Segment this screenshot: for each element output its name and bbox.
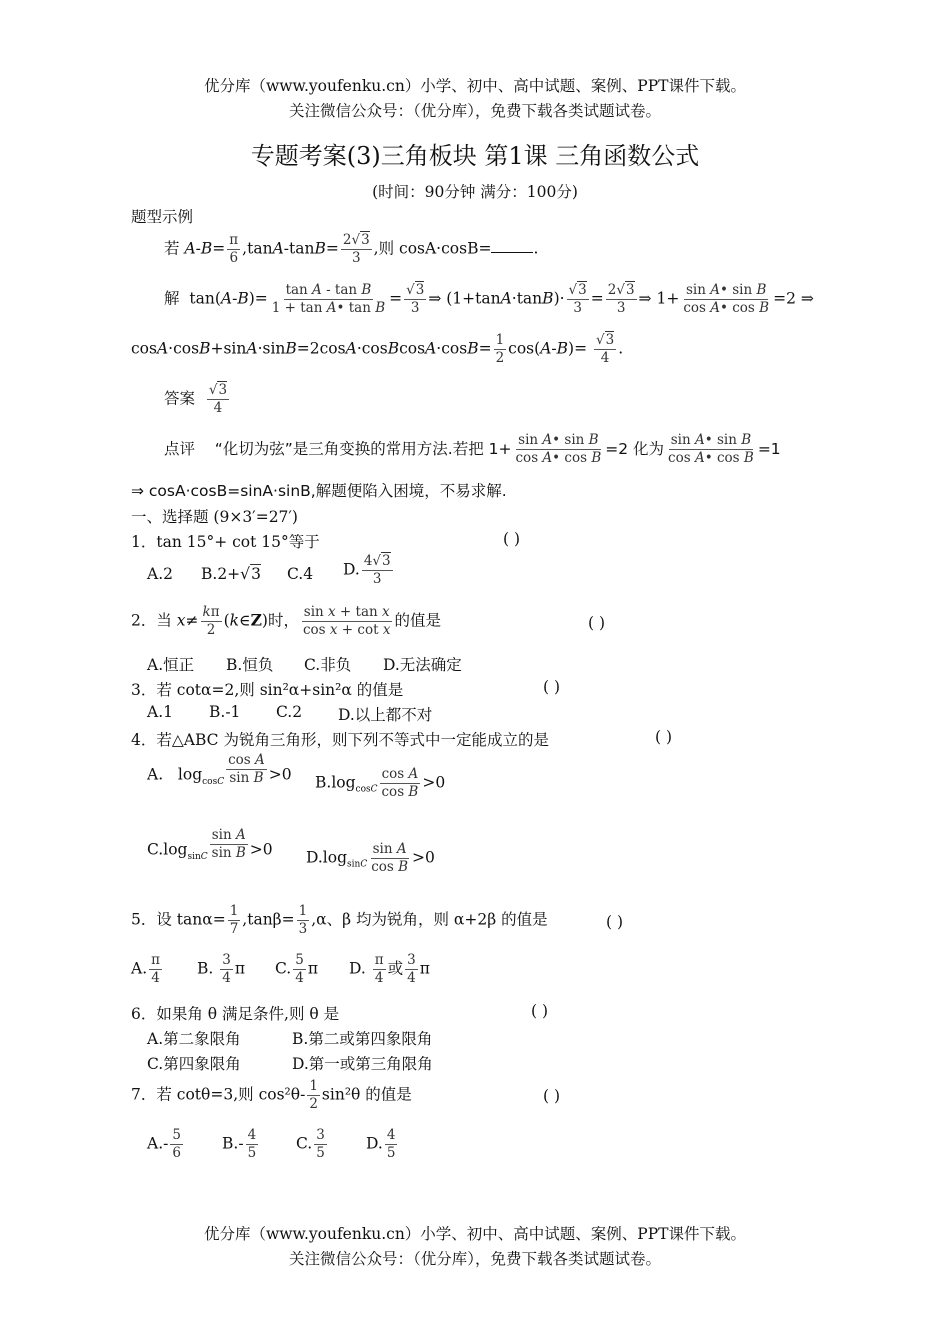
example-comment-line-2: ⇒ cosA·cosB=sinA·sinB,解题便陷入困境，不易求解. xyxy=(131,482,507,500)
footer-line-1: 优分库（www.youfenku.cn）小学、初中、高中试题、案例、PPT课件下载。 xyxy=(203,1225,747,1243)
q5-option-b: B. $\frac{3}{4}$ π xyxy=(197,952,246,986)
footer-line-2: 关注微信公众号：（优分库），免费下载各类试题试卷。 xyxy=(288,1250,661,1268)
q2-option-a: A.恒正 xyxy=(147,656,195,674)
q6-option-b: B.第二或第四象限角 xyxy=(292,1030,433,1048)
q6-answer-paren: ( ) xyxy=(531,1002,549,1020)
example-heading: 题型示例 xyxy=(131,208,194,226)
example-solution-line-2: cosA·cosB+sinA·sinB=2cosA·cosBcosA·cosB= $\frac{1}{2}$ cos(A-B)= $\frac{√3}{4}$ . xyxy=(131,332,624,366)
q6-option-c: C.第四象限角 xyxy=(147,1055,241,1073)
q6-option-a: A.第二象限角 xyxy=(147,1030,241,1048)
q1-option-d: D. $\frac{4√3}{3}$ xyxy=(343,553,391,587)
example-comment: 点评 “化切为弦”是三角变换的常用方法.若把 1+ $\frac{\text{sin A• sin B}}{\text{cos A• cos B}}$ =2 化为 $\frac{\text{sin A• sin B}}{\text{cos A• cos B}}$ =1 xyxy=(164,432,781,466)
q5-stem: 5．设 tanα= $\frac{1}{7}$ ,tanβ= $\frac{1}{3}$ ,α、β 均为锐角，则 α+2β 的值是 xyxy=(131,903,548,937)
example-answer: 答案 $\frac{√3}{4}$ xyxy=(164,382,228,416)
q7-answer-paren: ( ) xyxy=(543,1087,561,1105)
q1-option-a: A.2 xyxy=(147,565,173,583)
example-solution-line-1: 解 tan(A-B)= $\frac{\text{tan A - tan B}}{\text{1 + tan A• tan B}}$ = $\frac{√3}{3}$ ⇒ (1+tanA·tanB)· $\frac{√3}{3}$ = $\frac{2√3}{3}$ ⇒ 1+ $\frac{\text{sin A• sin B}}{\text{cos A• cos B}}$ =2 ⇒ xyxy=(164,282,814,316)
q1-option-b: B.2+√3 xyxy=(201,565,261,583)
q2-answer-paren: ( ) xyxy=(588,614,606,632)
section-heading: 一、选择题 (9×3′=27′) xyxy=(131,508,298,526)
q6-option-d: D.第一或第三角限角 xyxy=(292,1055,433,1073)
q2-option-b: B.恒负 xyxy=(226,656,274,674)
page-subtitle: (时间：90分钟 满分：100分) xyxy=(372,183,578,201)
header-line-1: 优分库（www.youfenku.cn）小学、初中、高中试题、案例、PPT课件下载。 xyxy=(203,77,747,95)
q7-stem: 7．若 cotθ=3,则 cos²θ- $\frac{1}{2}$ sin²θ 的值是 xyxy=(131,1078,412,1112)
q4-option-a: A. $\log_{cosC}$ $\frac{\text{cos A}}{\text{sin B}}$ >0 xyxy=(147,752,292,787)
q7-option-c: C. $\frac{3}{5}$ xyxy=(296,1127,325,1161)
q3-option-b: B.-1 xyxy=(209,703,241,721)
q2-stem: 2．当 x≠ $\frac{k\pi}{2}$ (k∈Z)时， $\frac{\text{sin x + tan x}}{\text{cos x + cot x}}$ 的值是 xyxy=(131,604,441,638)
q2-option-c: C.非负 xyxy=(304,656,352,674)
q4-stem: 4．若△ABC 为锐角三角形，则下列不等式中一定能成立的是 xyxy=(131,731,549,749)
header-line-2: 关注微信公众号：（优分库），免费下载各类试题试卷。 xyxy=(288,102,661,120)
q7-option-d: D. $\frac{4}{5}$ xyxy=(366,1127,396,1161)
q7-option-b: B.- $\frac{4}{5}$ xyxy=(222,1127,257,1161)
q4-option-c: $C.\log_{sinC}$ $\frac{\text{sin A}}{\text{sin B}}$ >0 xyxy=(147,827,273,862)
example-question: 若 A-B= $\frac{\pi}{6}$ ,tanA-tanB= $\frac{2√3}{3}$ ,则 cosA·cosB= . xyxy=(164,232,539,266)
q4-answer-paren: ( ) xyxy=(655,728,673,746)
q5-option-d: D. $\frac{\pi}{4}$ 或 $\frac{3}{4}$ π xyxy=(349,952,430,986)
q1-option-c: C.4 xyxy=(287,565,314,583)
q3-stem: 3．若 cotα=2,则 sin²α+sin²α 的值是 xyxy=(131,681,404,699)
q7-option-a: A.- $\frac{5}{6}$ xyxy=(147,1127,181,1161)
q5-option-a: A. $\frac{\pi}{4}$ xyxy=(131,952,160,986)
q1-answer-paren: ( ) xyxy=(503,530,521,548)
q6-stem: 6．如果角 θ 满足条件,则 θ 是 xyxy=(131,1005,340,1023)
q3-option-d: D.以上都不对 xyxy=(338,706,433,724)
q1-stem: 1．tan 15°+ cot 15°等于 xyxy=(131,533,320,551)
q3-answer-paren: ( ) xyxy=(543,678,561,696)
q2-option-d: D.无法确定 xyxy=(383,656,462,674)
page-title: 专题考案(3)三角板块 第1课 三角函数公式 xyxy=(250,142,700,170)
q3-option-c: C.2 xyxy=(276,703,303,721)
q5-option-c: C. $\frac{5}{4}$ π xyxy=(275,952,319,986)
q3-option-a: A.1 xyxy=(147,703,173,721)
q4-option-d: $D.\log_{sinC}$ $\frac{\text{sin A}}{\text{cos B}}$ >0 xyxy=(306,841,435,875)
q4-option-b: $B.\log_{cosC}$ $\frac{\text{cos A}}{\text{cos B}}$ >0 xyxy=(315,766,446,800)
q5-answer-paren: ( ) xyxy=(606,913,624,931)
answer-blank xyxy=(491,237,533,254)
